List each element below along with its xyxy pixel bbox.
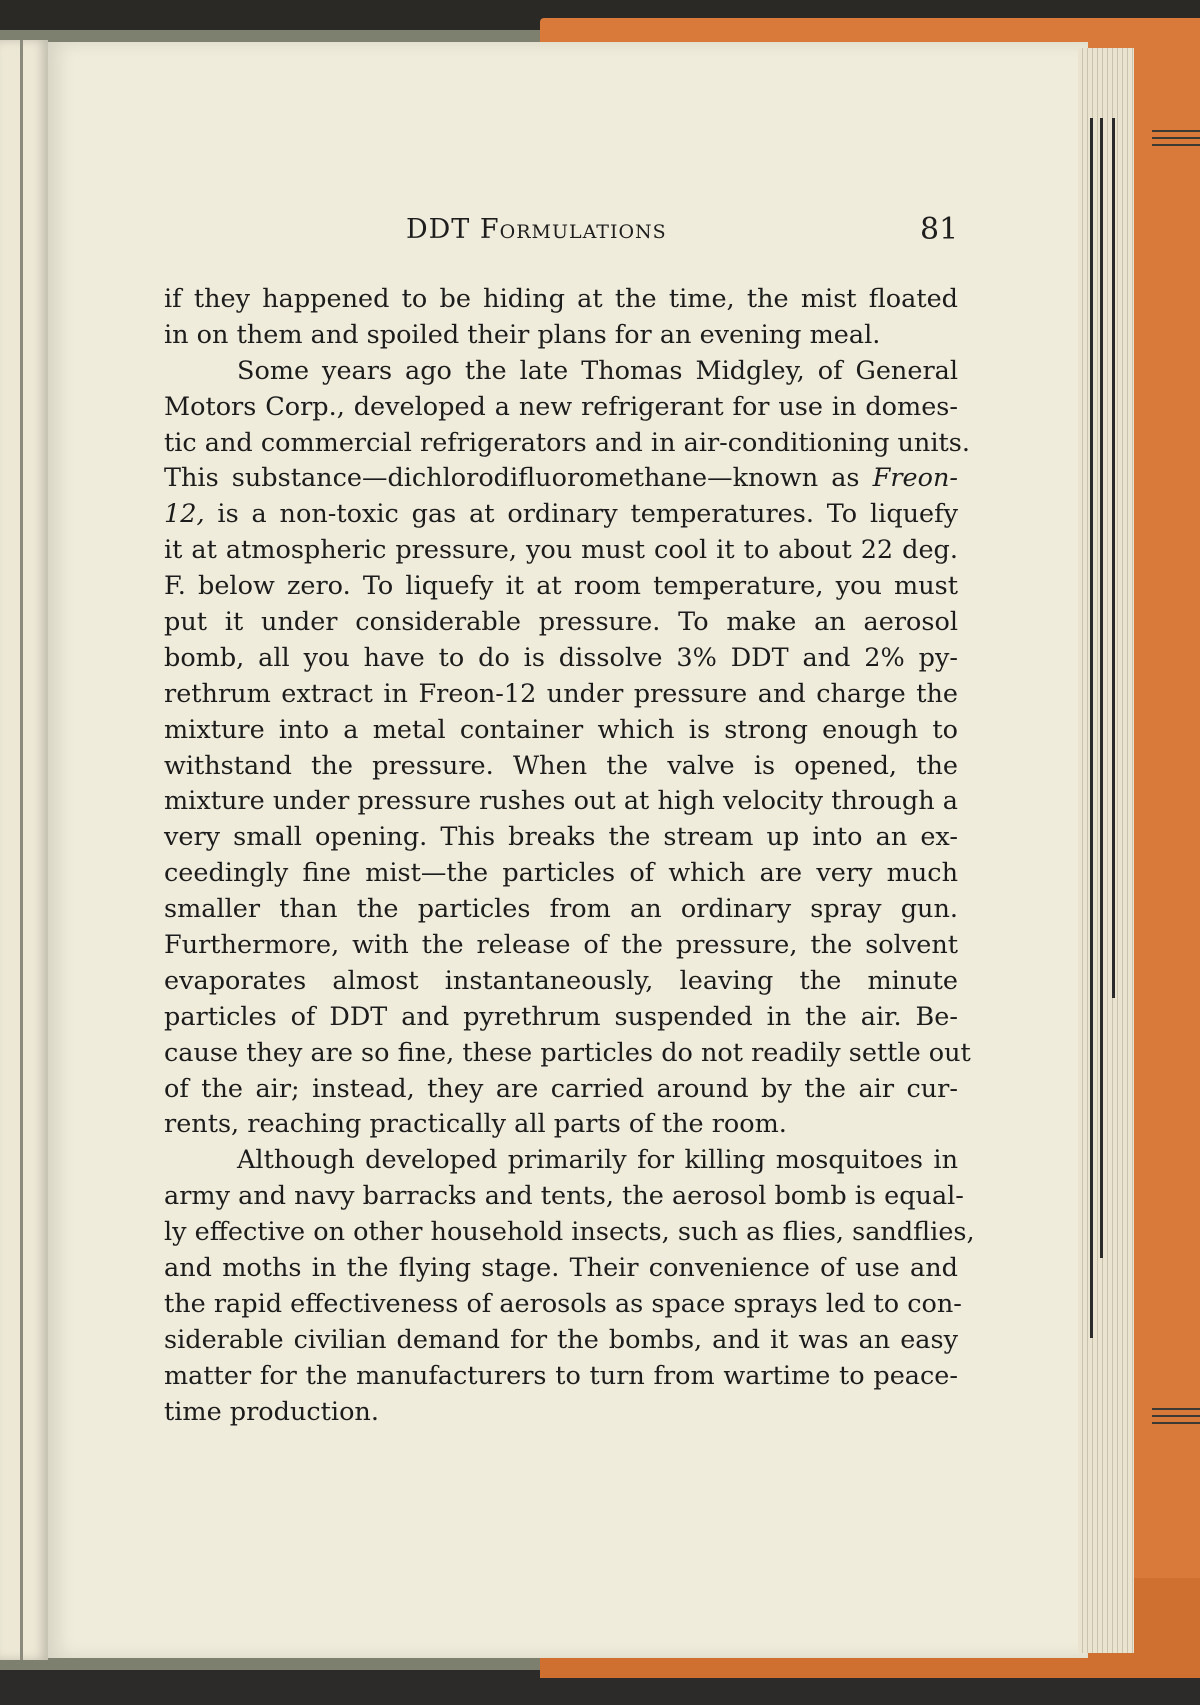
text-line-content: mixture under pressure rushes out at high velocity through a [164,786,958,817]
text-line [164,1287,962,1323]
text-line [164,390,958,426]
text-line [164,964,958,1000]
text-line-content: siderable civilian demand for the bombs, and it was an easy [164,1324,958,1355]
text-line [164,1072,958,1108]
text-line [164,533,958,569]
text-line-content: put it under considerable pressure. To make an aerosol [164,607,958,638]
text-line-content: it at atmospheric pressure, you must cool it to about 22 deg. [164,535,958,566]
text-line-content: and moths in the flying stage. Their convenience of use and [164,1253,958,1284]
text-line-content: This substance—dichlorodifluoromethane—known as [164,463,873,494]
text-line-content: time production. [164,1396,379,1427]
text-line [164,856,958,892]
text-line-content: particles of DDT and pyrethrum suspended in the air. Be- [164,1001,958,1032]
text-line-content: F. below zero. To liquefy it at room temperature, you must [164,571,958,602]
text-line-content: ceedingly fine mist—the particles of which are very much [164,858,958,889]
cover-stripes-bottom [1152,1408,1200,1428]
text-line-content: withstand the pressure. When the valve is opened, the [164,750,958,781]
text-line [164,820,958,856]
text-line [164,318,958,354]
text-line [164,928,958,964]
body-text [164,282,975,1431]
running-head [406,214,667,245]
text-line [164,677,958,713]
text-line-content: cause they are so fine, these particles do not readily settle out [164,1037,971,1068]
text-line [164,569,958,605]
text-line [164,1215,975,1251]
text-line [164,1036,971,1072]
text-line [164,1395,958,1431]
text-line [164,1179,964,1215]
text-line [164,1107,958,1143]
text-line [164,426,970,462]
text-line-content: army and navy barracks and tents, the aerosol bomb is equal- [164,1181,964,1212]
text-line-content: if they happened to be hiding at the time, the mist floated [164,284,958,314]
text-line-content: mixture into a metal container which is strong enough to [164,714,958,745]
text-line-content: matter for the manufacturers to turn from wartime to peace- [164,1360,958,1391]
text-line [164,784,958,820]
text-line-content: evaporates almost instantaneously, leaving the minute [164,965,958,996]
text-line-content: bomb, all you have to do is dissolve 3% DDT and 2% py- [164,642,958,673]
text-line-content: the rapid effectiveness of aerosols as space sprays led to con- [164,1288,962,1319]
chapter-title: DDT Formulations [406,214,667,245]
page-edges [1078,48,1134,1653]
text-line-content: of the air; instead, they are carried around by the air cur- [164,1073,958,1104]
text-line-content: in on them and spoiled their plans for an evening meal. [164,319,881,350]
text-line [164,713,958,749]
text-line-content: tic and commercial refrigerators and in air-conditioning units. [164,427,970,458]
text-line [164,1359,958,1395]
page-number: 81 [920,212,959,247]
cover-stripes-top [1152,130,1200,150]
text-line-content: rents, reaching practically all parts of the room. [164,1109,787,1140]
text-line [164,497,958,533]
text-line [164,354,958,390]
text-line [164,1143,958,1179]
left-page-edge [0,40,48,1660]
page-edge-line [1112,118,1115,998]
text-line [164,282,958,318]
text-line-content: rethrum extract in Freon-12 under pressure and charge the [164,678,958,709]
text-line [164,892,958,928]
text-line-content: very small opening. This breaks the stream up into an ex- [164,822,958,853]
italic-term: Freon- [872,463,958,494]
italic-term: 12, [164,499,205,530]
page-edge-line [1100,118,1103,1258]
text-line-content: Although developed primarily for killing mosquitoes in [237,1145,958,1176]
text-line-content: smaller than the particles from an ordinary spray gun. [164,894,958,925]
text-line-content: Motors Corp., developed a new refrigerant for use in domes- [164,391,958,422]
text-line [164,1323,958,1359]
text-line-content: ly effective on other household insects, such as flies, sandflies, [164,1217,975,1248]
text-line [164,1000,958,1036]
text-line [164,605,958,641]
text-line [164,641,958,677]
text-line-content: Some years ago the late Thomas Midgley, of General [237,355,958,386]
page-edge-line [1090,118,1093,1338]
text-line-content: Furthermore, with the release of the pressure, the solvent [164,930,958,961]
text-line-content: is a non-toxic gas at ordinary temperatures. To liquefy [204,499,958,530]
text-line [164,461,958,497]
text-line [164,1251,958,1287]
book-page [48,42,1088,1658]
text-line [164,749,958,785]
